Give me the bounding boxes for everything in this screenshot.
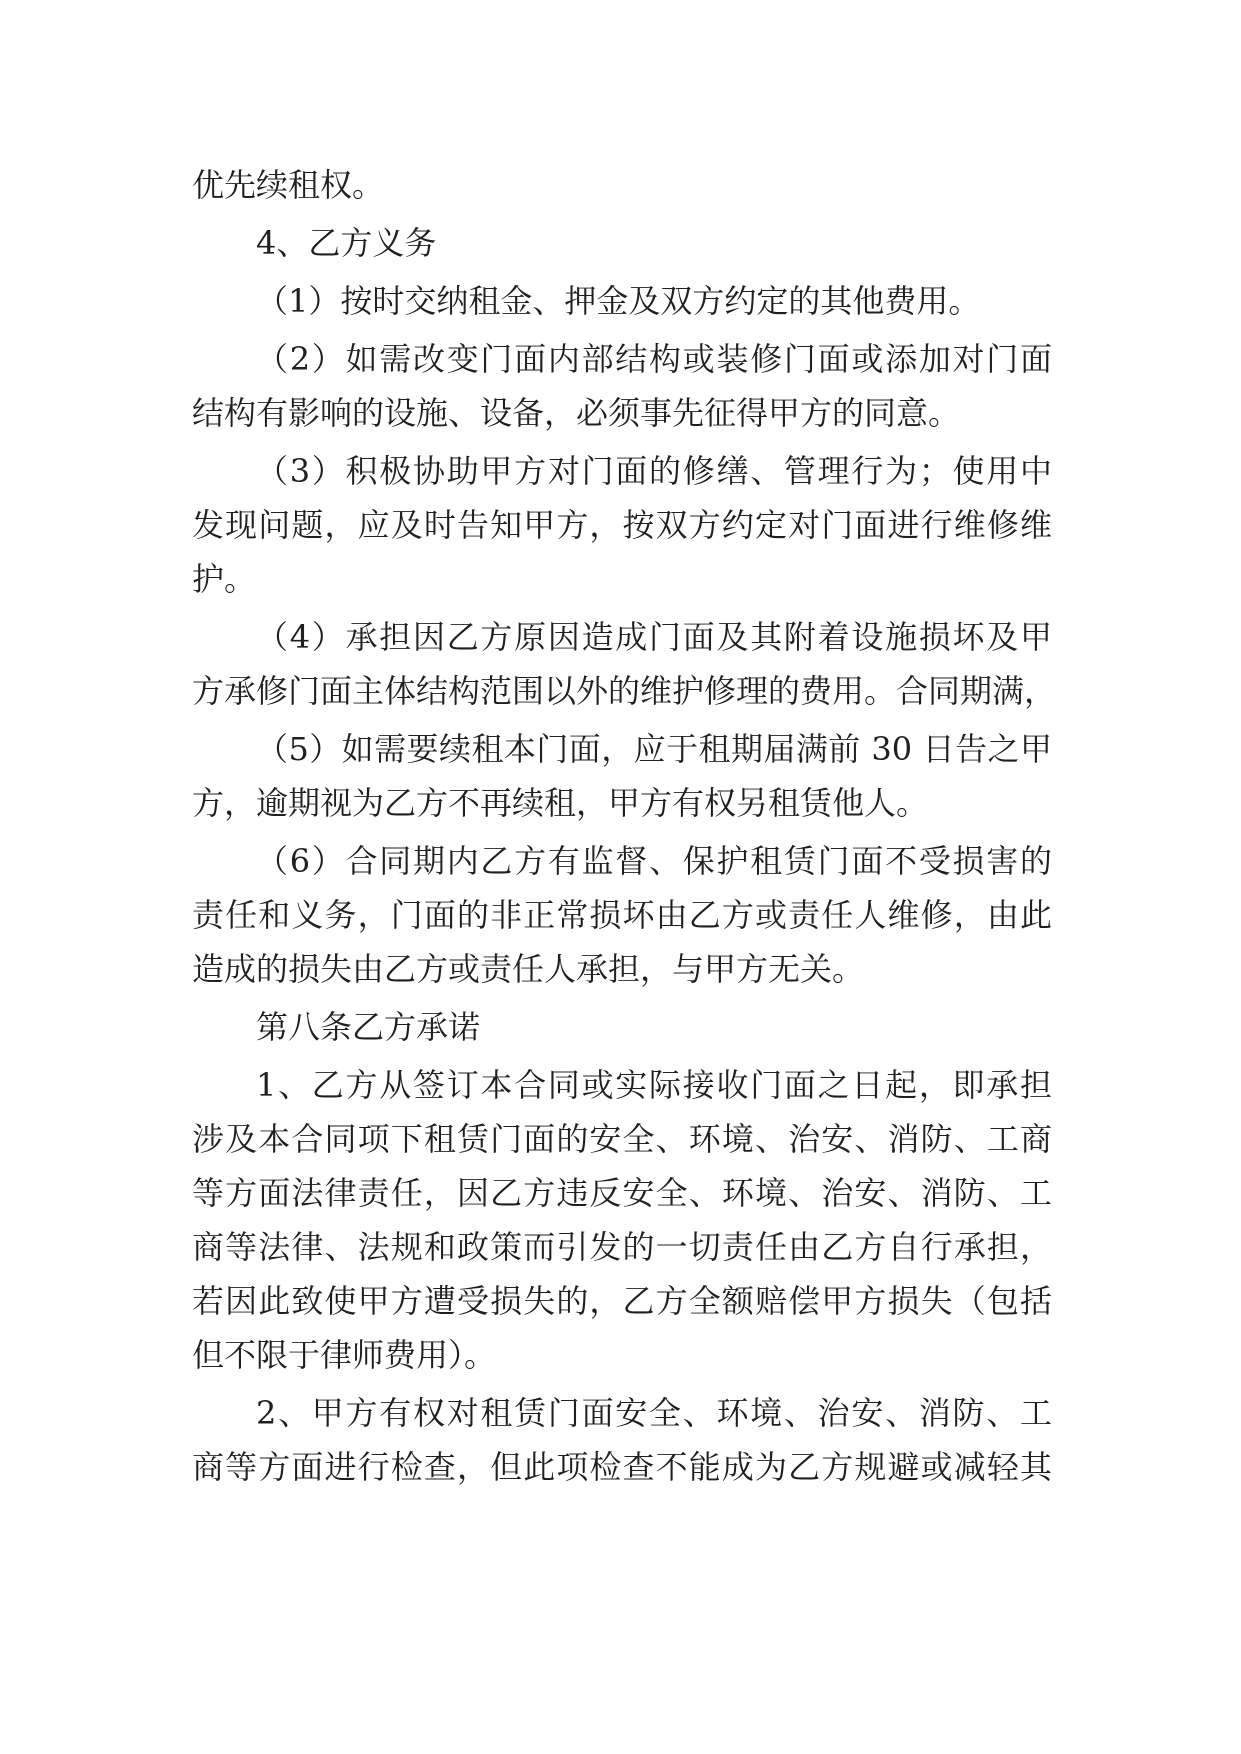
- text-line-20: 商等法律、法规和政策而引发的一切责任由乙方自行承担，: [192, 1228, 1052, 1266]
- text-line-4: （2）如需改变门面内部结构或装修门面或添加对门面: [256, 340, 1052, 378]
- text-line-11: （5）如需要续租本门面，应于租期届满前 30 日告之甲: [256, 730, 1052, 768]
- text-line-9: （4）承担因乙方原因造成门面及其附着设施损坏及甲: [256, 618, 1052, 656]
- text-line-10: 方承修门面主体结构范围以外的维护修理的费用。合同期满，: [192, 672, 1057, 710]
- text-line-19: 等方面法律责任，因乙方违反安全、环境、治安、消防、工: [192, 1174, 1052, 1212]
- text-line-21: 若因此致使甲方遭受损失的，乙方全额赔偿甲方损失（包括: [192, 1282, 1052, 1320]
- text-line-22: 但不限于律师费用）。: [192, 1336, 497, 1374]
- text-line-15: 造成的损失由乙方或责任人承担，与甲方无关。: [192, 950, 865, 988]
- section-heading-article-eight: 第八条乙方承诺: [256, 1008, 481, 1046]
- text-line-17: 1、乙方从签订本合同或实际接收门面之日起，即承担: [256, 1066, 1052, 1104]
- text-line-6: （3）积极协助甲方对门面的修缮、管理行为；使用中: [256, 452, 1052, 490]
- text-line-1: 优先续租权。: [192, 166, 385, 204]
- text-line-23: 2、甲方有权对租赁门面安全、环境、治安、消防、工: [256, 1394, 1052, 1432]
- text-line-7: 发现问题，应及时告知甲方，按双方约定对门面进行维修维: [192, 506, 1052, 544]
- text-line-5: 结构有影响的设施、设备，必须事先征得甲方的同意。: [192, 394, 961, 432]
- text-line-8: 护。: [192, 560, 257, 598]
- section-heading-party-b-obligations: 4、乙方义务: [256, 224, 437, 262]
- text-line-24: 商等方面进行检查，但此项检查不能成为乙方规避或减轻其: [192, 1448, 1052, 1486]
- text-line-3: （1）按时交纳租金、押金及双方约定的其他费用。: [256, 282, 981, 320]
- text-line-12: 方，逾期视为乙方不再续租，甲方有权另租赁他人。: [192, 784, 929, 822]
- text-line-18: 涉及本合同项下租赁门面的安全、环境、治安、消防、工商: [192, 1120, 1052, 1158]
- text-line-14: 责任和义务，门面的非正常损坏由乙方或责任人维修，由此: [192, 896, 1052, 934]
- text-line-13: （6）合同期内乙方有监督、保护租赁门面不受损害的: [256, 842, 1052, 880]
